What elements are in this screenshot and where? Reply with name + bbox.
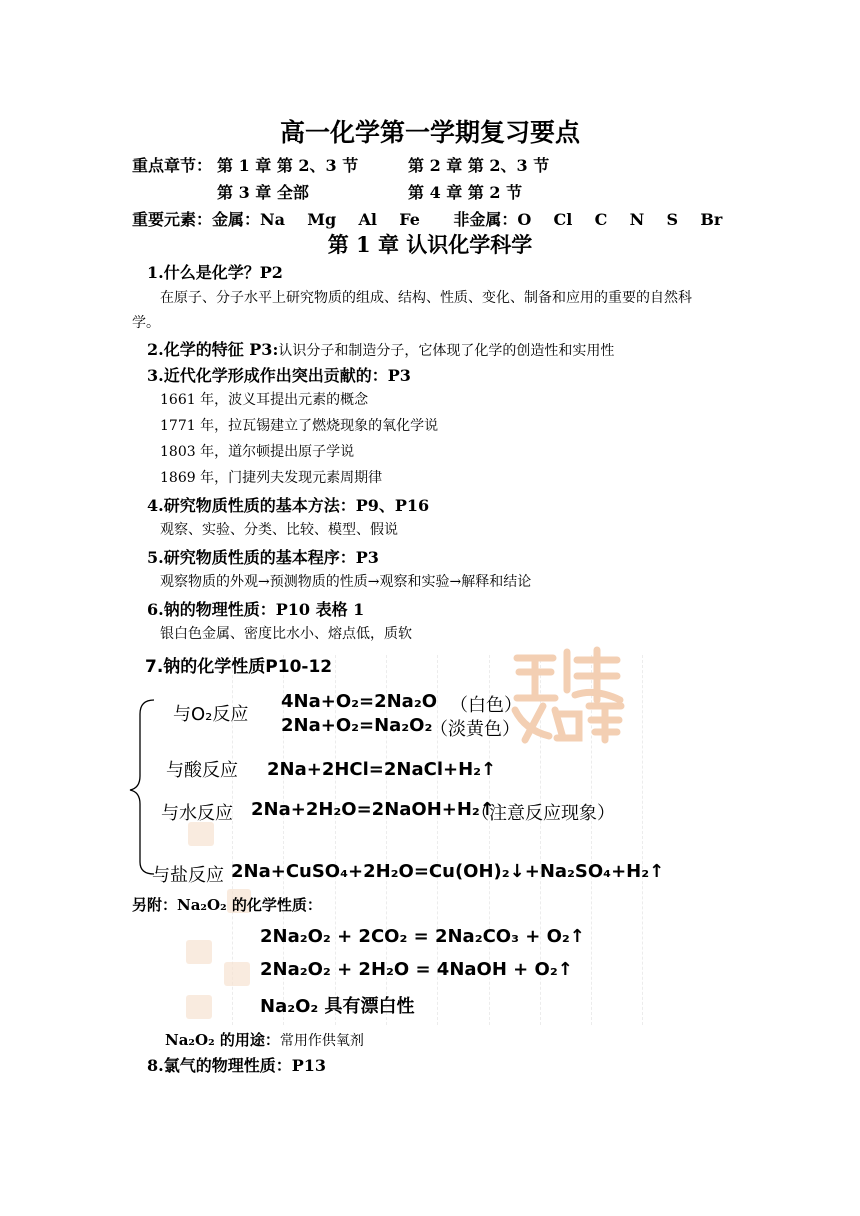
reaction-equation: 2Na+2H₂O=2NaOH+H₂↑ [251, 799, 495, 820]
seal-stamp [505, 640, 630, 745]
question-title: 5.研究物质性质的基本程序：P3 [147, 548, 379, 567]
question-title: 4.研究物质性质的基本方法：P9、P16 [147, 496, 430, 515]
reaction-label: 与O₂反应 [173, 704, 249, 725]
na2o2-use-label: Na₂O₂ 的用途： [165, 1031, 280, 1049]
key-chapter-item: 第 3 章 全部 [217, 183, 309, 202]
watermark-line [642, 655, 643, 1025]
reaction-note: （注意反应现象） [471, 803, 615, 824]
history-item: 1661 年，波义耳提出元素的概念 [160, 392, 369, 408]
na2o2-use-text: 常用作供氧剂 [279, 1033, 364, 1049]
question-row [147, 337, 614, 360]
history-item: 1803 年，道尔顿提出原子学说 [160, 444, 355, 460]
question-title: 2.化学的特征 P3: [147, 340, 279, 359]
chapter-heading: 第 1 章 认识化学科学 [327, 232, 533, 257]
na2o2-equation: 2Na₂O₂ + 2H₂O = 4NaOH + O₂↑ [260, 959, 573, 980]
reaction-label: 与酸反应 [166, 760, 238, 781]
reaction-label: 与水反应 [161, 803, 233, 824]
answer-text: 认识分子和制造分子，它体现了化学的创造性和实用性 [278, 343, 615, 359]
question-title: 1.什么是化学？P2 [147, 263, 283, 282]
na2o2-use-row [165, 1029, 364, 1050]
key-elements: 重要元素：金属：Na Mg Al Fe 非金属：O Cl C N S Br [132, 210, 723, 229]
question-title: 7.钠的化学性质P10-12 [145, 657, 333, 677]
question-title: 8.氯气的物理性质：P13 [147, 1056, 327, 1075]
reaction-equation: 2Na+O₂=Na₂O₂ [281, 715, 433, 736]
answer-text: 观察物质的外观→预测物质的性质→观察和实验→解释和结论 [160, 574, 532, 590]
curly-brace [124, 698, 160, 878]
key-chapters-label: 重点章节： [132, 156, 213, 175]
answer-text: 在原子、分子水平上研究物质的组成、结构、性质、变化、制备和应用的重要的自然科 [160, 290, 692, 306]
small-stamp [186, 995, 212, 1019]
reaction-note: （淡黄色） [430, 719, 520, 740]
key-chapter-item: 第 1 章 第 2、3 节 [217, 156, 359, 175]
history-item: 1771 年，拉瓦锡建立了燃烧现象的氧化学说 [160, 418, 439, 434]
reaction-note: （白色） [450, 695, 522, 716]
na2o2-property: Na₂O₂ 具有漂白性 [260, 996, 415, 1017]
question-title: 6.钠的物理性质：P10 表格 1 [147, 600, 365, 619]
small-stamp [188, 822, 214, 846]
answer-text: 银白色金属、密度比水小、熔点低，质软 [160, 626, 412, 642]
key-chapter-item: 第 2 章 第 2、3 节 [408, 156, 550, 175]
na2o2-heading: 另附：Na₂O₂ 的化学性质： [132, 896, 322, 914]
page-title: 高一化学第一学期复习要点 [279, 118, 580, 147]
reaction-equation: 4Na+O₂=2Na₂O [281, 691, 438, 712]
small-stamp [224, 962, 250, 986]
na2o2-equation: 2Na₂O₂ + 2CO₂ = 2Na₂CO₃ + O₂↑ [260, 926, 585, 947]
question-title: 3.近代化学形成作出突出贡献的：P3 [147, 366, 411, 385]
small-stamp [186, 940, 212, 964]
reaction-equation: 2Na+2HCl=2NaCl+H₂↑ [267, 759, 497, 780]
answer-text: 学。 [132, 315, 160, 331]
answer-text: 观察、实验、分类、比较、模型、假说 [160, 522, 398, 538]
reaction-equation: 2Na+CuSO₄+2H₂O=Cu(OH)₂↓+Na₂SO₄+H₂↑ [231, 861, 665, 882]
history-item: 1869 年，门捷列夫发现元素周期律 [160, 470, 383, 486]
reaction-label: 与盐反应 [152, 865, 224, 886]
key-chapter-item: 第 4 章 第 2 节 [408, 183, 523, 202]
